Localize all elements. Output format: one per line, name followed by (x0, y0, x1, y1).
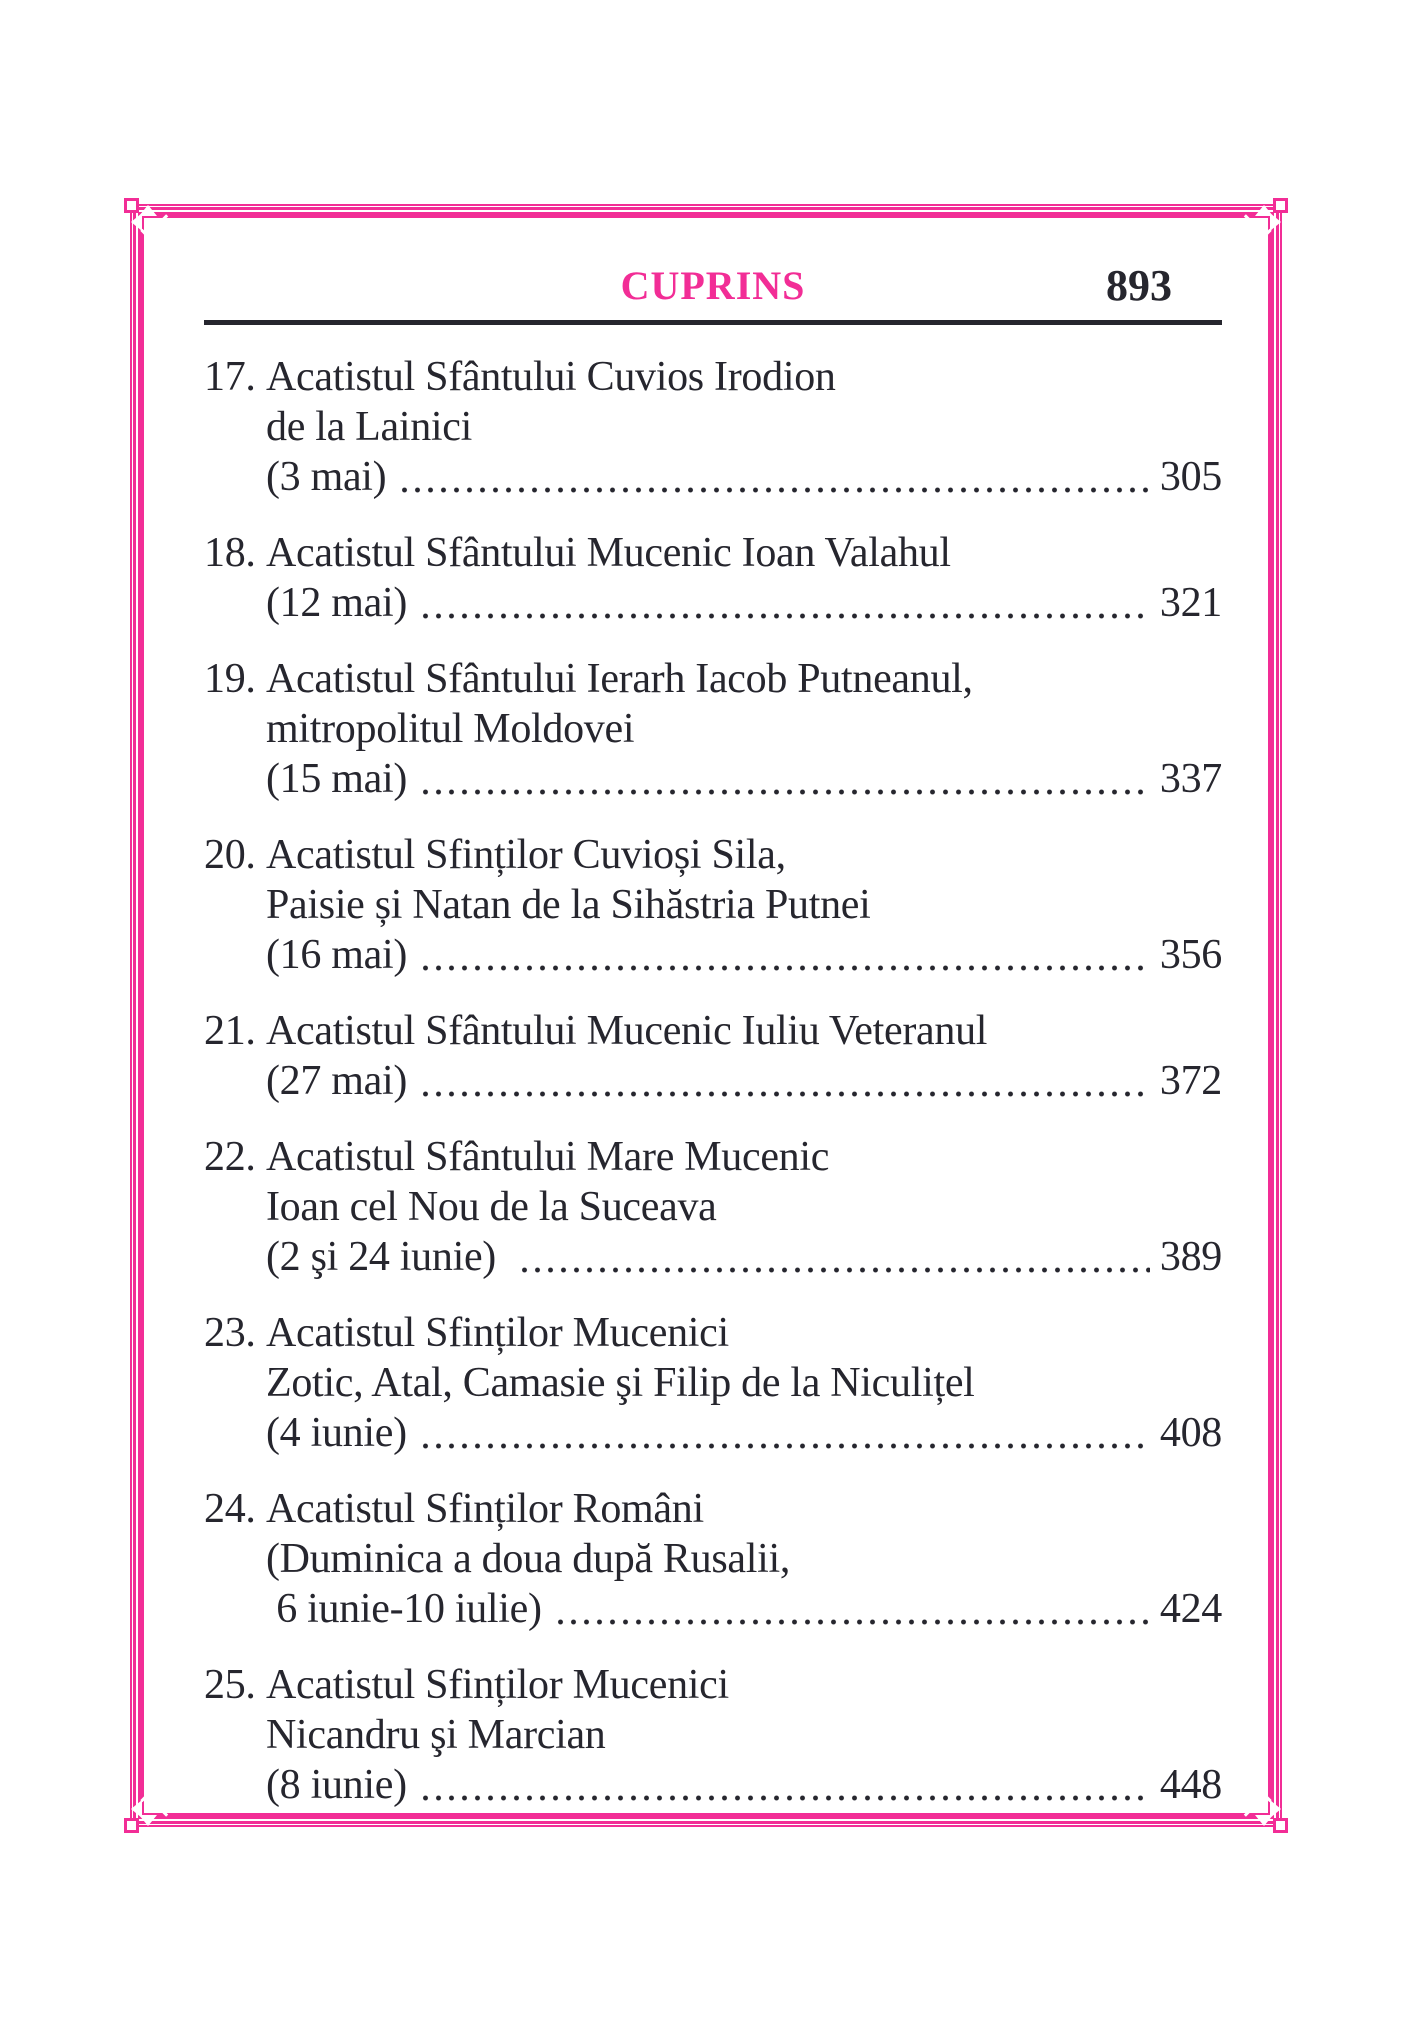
entry-title-line: Paisie și Natan de la Sihăstria Putnei (266, 882, 871, 928)
entry-line (266, 1056, 1222, 1106)
toc-entry (204, 1484, 1222, 1634)
entry-date: 6 iunie-10 iulie) (266, 1586, 542, 1632)
toc-entry (204, 1006, 1222, 1106)
entry-line (266, 452, 1222, 502)
entry-number: 17. (204, 354, 256, 400)
dot-leader (419, 789, 1150, 795)
entry-line (266, 1408, 1222, 1458)
entry-number: 23. (204, 1310, 256, 1356)
entry-title-line: Zotic, Atal, Camasie şi Filip de la Niculițel (266, 1360, 975, 1406)
entry-line (204, 352, 1222, 402)
entry-title-line: Ioan cel Nou de la Suceava (266, 1184, 717, 1230)
entry-title-line: Acatistul Sfinților Mucenici (266, 1662, 729, 1708)
toc-entry (204, 528, 1222, 628)
entry-line (204, 1006, 1222, 1056)
entry-page-number: 424 (1159, 1586, 1222, 1632)
entry-line (266, 1358, 1222, 1408)
dot-leader (518, 1267, 1150, 1273)
entry-line (266, 1182, 1222, 1232)
decorative-border-frame (130, 204, 1282, 1827)
corner-square-icon (124, 198, 139, 213)
entry-page-number: 389 (1159, 1234, 1222, 1280)
toc-entry (204, 352, 1222, 502)
entry-line (204, 1484, 1222, 1534)
entry-date: (2 şi 24 iunie) (266, 1234, 507, 1280)
entry-date: (12 mai) (266, 580, 408, 626)
corner-square-icon (1273, 198, 1288, 213)
corner-triangle-icon (131, 1800, 142, 1818)
entry-title-line: Nicandru şi Marcian (266, 1712, 606, 1758)
entry-line (266, 578, 1222, 628)
entry-number: 22. (204, 1134, 256, 1180)
entry-line (266, 402, 1222, 452)
entry-title-line: Acatistul Sfântului Mare Mucenic (266, 1134, 830, 1180)
entry-line (204, 654, 1222, 704)
toc-entry (204, 1660, 1222, 1810)
entry-date: (3 mai) (266, 454, 387, 500)
toc-header (204, 260, 1222, 312)
entry-line (266, 754, 1222, 804)
dot-leader (419, 965, 1150, 971)
entry-page-number: 305 (1159, 454, 1222, 500)
entry-title-line: Acatistul Sfântului Ierarh Iacob Putneanul, (266, 656, 973, 702)
entry-line (266, 880, 1222, 930)
entry-title-line: Acatistul Sfinților Mucenici (266, 1310, 729, 1356)
entry-page-number: 448 (1159, 1762, 1222, 1808)
entry-title-line: Acatistul Sfântului Mucenic Iuliu Veteranul (266, 1008, 988, 1054)
toc-entry (204, 1308, 1222, 1458)
entry-line (266, 1534, 1222, 1584)
corner-triangle-icon (1270, 1800, 1281, 1818)
entry-date: (4 iunie) (266, 1410, 407, 1456)
entry-title-line: (Duminica a doua după Rusalii, (266, 1536, 791, 1582)
corner-triangle-icon (1270, 213, 1281, 231)
toc-entry (204, 1132, 1222, 1282)
corner-triangle-icon (1255, 205, 1273, 216)
entry-number: 25. (204, 1662, 256, 1708)
entry-line (204, 528, 1222, 578)
corner-triangle-icon (139, 205, 157, 216)
entry-line (204, 830, 1222, 880)
toc-content (146, 220, 1266, 1811)
entry-date: (8 iunie) (266, 1762, 407, 1808)
entry-line (204, 1308, 1222, 1358)
header-page-number: 893 (1106, 261, 1172, 310)
entry-number: 19. (204, 656, 256, 702)
header-rule (204, 320, 1222, 325)
dot-leader (419, 1091, 1150, 1097)
entry-title-line: Acatistul Sfinților Români (266, 1486, 704, 1532)
entry-number: 18. (204, 530, 256, 576)
entry-date: (27 mai) (266, 1058, 408, 1104)
corner-triangle-icon (131, 213, 142, 231)
entry-line (266, 1232, 1222, 1282)
entry-number: 24. (204, 1486, 256, 1532)
dot-leader (398, 487, 1150, 493)
entry-page-number: 408 (1159, 1410, 1222, 1456)
entry-line (266, 704, 1222, 754)
entry-number: 21. (204, 1008, 256, 1054)
page-title: CUPRINS (620, 263, 806, 308)
entry-line (204, 1660, 1222, 1710)
entry-line (266, 1760, 1222, 1810)
entry-line (266, 1584, 1222, 1634)
corner-square-icon (124, 1818, 139, 1833)
entry-title-line: Acatistul Sfinților Cuvioși Sila, (266, 832, 786, 878)
entry-title-line: Acatistul Sfântului Mucenic Ioan Valahul (266, 530, 951, 576)
dot-leader (554, 1619, 1150, 1625)
entry-page-number: 372 (1159, 1058, 1222, 1104)
entry-title-line: mitropolitul Moldovei (266, 706, 635, 752)
corner-triangle-icon (139, 1815, 157, 1826)
dot-leader (419, 1795, 1150, 1801)
entry-line (266, 930, 1222, 980)
entry-line (204, 1132, 1222, 1182)
corner-triangle-icon (1255, 1815, 1273, 1826)
entry-date: (15 mai) (266, 756, 408, 802)
toc-list (204, 352, 1222, 1810)
entry-line (266, 1710, 1222, 1760)
dot-leader (419, 613, 1150, 619)
entry-page-number: 321 (1159, 580, 1222, 626)
entry-number: 20. (204, 832, 256, 878)
entry-title-line: de la Lainici (266, 404, 472, 450)
entry-page-number: 356 (1159, 932, 1222, 978)
entry-date: (16 mai) (266, 932, 408, 978)
toc-entry (204, 830, 1222, 980)
entry-page-number: 337 (1159, 756, 1222, 802)
corner-square-icon (1273, 1818, 1288, 1833)
entry-title-line: Acatistul Sfântului Cuvios Irodion (266, 354, 836, 400)
toc-entry (204, 654, 1222, 804)
dot-leader (419, 1443, 1150, 1449)
